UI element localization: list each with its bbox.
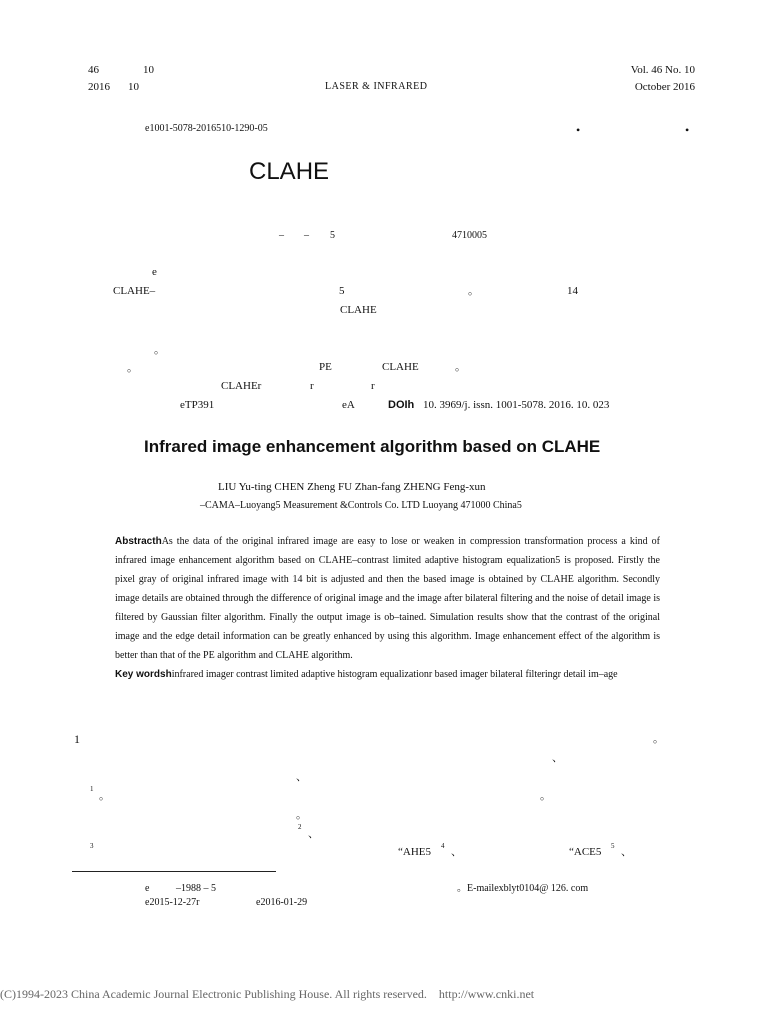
cn-abstract-text: CLAHE — [340, 304, 377, 316]
header-vol-num: 46 — [88, 64, 99, 76]
doi-value: 10. 3969/j. issn. 1001-5078. 2016. 10. 023 — [423, 399, 610, 411]
citation-sup: 3 — [90, 842, 94, 850]
body-term-ahe: “AHE5 — [398, 846, 431, 858]
bullet-mark: • — [685, 123, 690, 137]
body-punct: 、 — [451, 846, 462, 858]
citation-sup: 4 — [441, 842, 445, 850]
section-number: 1 — [74, 732, 80, 746]
cn-abstract-text: 。 — [455, 361, 466, 373]
cn-abstract-text: 14 — [567, 285, 578, 297]
header-volume-en: Vol. 46 No. 10 — [630, 64, 695, 76]
cn-abstract-marker: e — [152, 266, 157, 278]
affiliation-en: –CAMA–Luoyang5 Measurement &Controls Co. LTD Luoyang 471000 China5 — [200, 500, 522, 511]
cn-abstract-text: PE — [319, 361, 332, 373]
body-punct: 、 — [308, 828, 319, 840]
cn-abstract-text: 。 — [127, 362, 138, 374]
citation-sup: 5 — [611, 842, 615, 850]
keywords-label: Key wordsh — [115, 669, 172, 680]
affiliation-num: 5 — [330, 230, 335, 241]
header-year: 2016 — [88, 81, 110, 93]
document-code: eA — [342, 399, 355, 411]
body-term-ace: “ACE5 — [569, 846, 602, 858]
journal-name: LASER & INFRARED — [325, 81, 428, 92]
cn-abstract-text: 。 — [154, 344, 165, 356]
body-punct: 。 — [653, 733, 664, 745]
header-month: 10 — [128, 81, 139, 93]
cn-keywords: r — [310, 380, 314, 392]
footnote-email: 。E-mailexblyt0104@ 126. com — [457, 883, 589, 894]
affiliation-dash: – — [304, 230, 309, 241]
doi-label: DOIh — [388, 399, 415, 411]
classification-number: eTP391 — [180, 399, 215, 411]
abstract-body: As the data of the original infrared image are easy to lose or weaken in compression transformation process a kind of infrared image enhancement algorithm based on CLAHE–contrast limited adaptive histogram equalization5 is proposed. Firstly the pixel gray of original infrared image with 14 bit is adjusted and then the based image is obtained by CLAHE algorithm. Secondly image details are obtained through the difference of original image and the image after bilateral filtering and the noise of detail image is filtered by Gaussian filter algorithm. Finally the output image is ob–tained. Simulation results show that the contrast of the original image and the edge detail information can be greatly enhanced by using this algorithm. Image enhancement effect of the algorithm is better than that of the PE algorithm and CLAHE algorithm. — [115, 536, 660, 661]
footnote-text: e — [145, 883, 150, 894]
cn-abstract-text: 5 — [339, 285, 345, 297]
body-punct: 、 — [621, 846, 632, 858]
cn-abstract-text: 。 — [468, 285, 479, 297]
keywords-body: infrared imager contrast limited adaptive histogram equalizationr based imager bilateral filteringr detail im–age — [171, 669, 618, 680]
copyright-footer: (C)1994-2023 China Academic Journal Electronic Publishing House. All rights reserved. http://www.cnki.net — [0, 987, 535, 1001]
abstract-en — [115, 532, 660, 684]
affiliation-postcode: 4710005 — [452, 230, 487, 241]
footnote-text: –1988 – 5 — [176, 883, 216, 894]
abstract-label: Abstracth — [115, 536, 162, 547]
authors-en: LIU Yu-ting CHEN Zheng FU Zhan-fang ZHENG Feng-xun — [218, 481, 486, 493]
cn-keywords: CLAHEr — [221, 380, 262, 392]
body-punct: 。 — [296, 809, 307, 821]
affiliation-dash: – — [279, 230, 284, 241]
footnote-received: e2015-12-27r — [145, 897, 200, 908]
cn-abstract-text: CLAHE– — [113, 285, 156, 297]
body-punct: 。 — [99, 790, 110, 802]
page-title-cn: CLAHE — [249, 158, 330, 185]
citation-sup: 1 — [90, 785, 94, 793]
page-title-en: Infrared image enhancement algorithm based on CLAHE — [144, 437, 601, 456]
body-punct: 、 — [296, 771, 307, 783]
bullet-mark: • — [576, 123, 581, 137]
header-issue-num: 10 — [143, 64, 154, 76]
cn-keywords: r — [371, 380, 375, 392]
citation-sup: 2 — [298, 823, 302, 831]
body-punct: 。 — [540, 790, 551, 802]
article-number: e1001-5078-2016510-1290-05 — [145, 123, 268, 134]
body-punct: 、 — [552, 752, 563, 764]
cn-abstract-text: CLAHE — [382, 361, 419, 373]
header-date-en: October 2016 — [634, 81, 695, 93]
footnote-divider — [72, 871, 276, 872]
footnote-revised: e2016-01-29 — [256, 897, 308, 908]
